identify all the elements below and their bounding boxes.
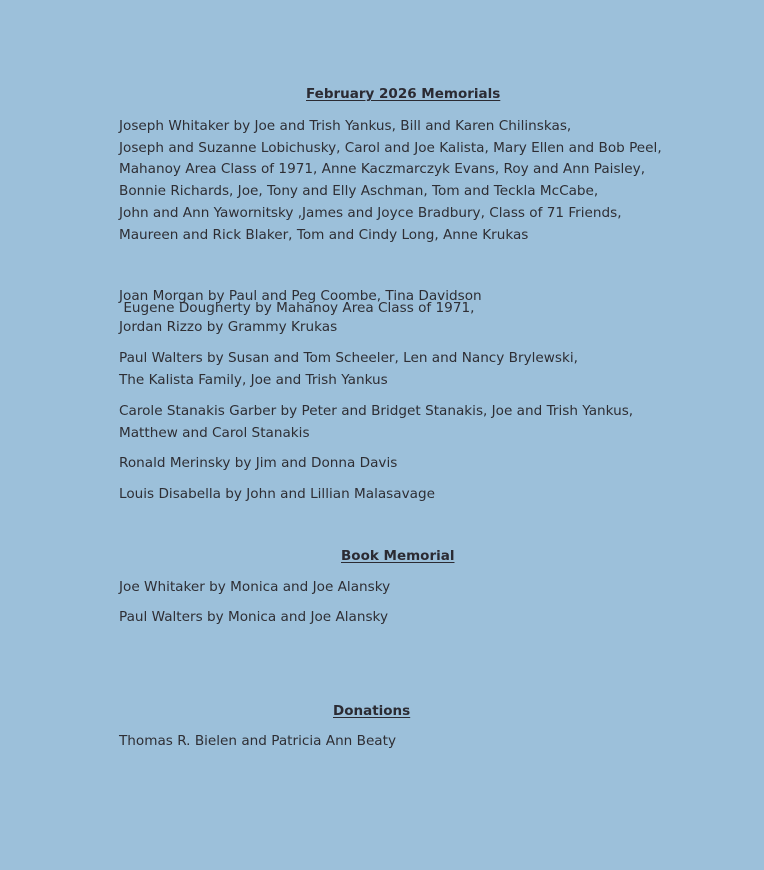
memorial-entry-whitaker <box>119 116 662 246</box>
february-memorials-heading: February 2026 Memorials <box>306 86 501 102</box>
memorial-entry-disabella <box>119 484 435 506</box>
entry-line: Matthew and Carol Stanakis <box>119 424 310 441</box>
memorial-entry-rizzo <box>119 317 337 339</box>
entry-line: Joe Whitaker by Monica and Joe Alansky <box>119 579 391 595</box>
memorial-entry-merinsky <box>119 453 397 475</box>
book-memorial-entry-whitaker <box>119 577 390 599</box>
memorial-entry-garber <box>119 401 633 444</box>
memorial-entry-morgan <box>119 286 482 308</box>
entry-line: Paul Walters by Monica and Joe Alansky <box>119 609 388 625</box>
entry-line: Paul Walters by Susan and Tom Scheeler, Len and Nancy Brylewski, <box>119 350 578 366</box>
entry-line: John and Ann Yawornitsky ,James and Joyce Bradbury, Class of 71 Friends, <box>119 204 622 221</box>
entry-line: Thomas R. Bielen and Patricia Ann Beaty <box>119 733 397 749</box>
entry-line: Carole Stanakis Garber by Peter and Bridget Stanakis, Joe and Trish Yankus, <box>119 403 634 419</box>
donations-heading: Donations <box>333 703 411 719</box>
donation-entry <box>119 731 396 753</box>
entry-line: Louis Disabella by John and Lillian Malasavage <box>119 486 435 502</box>
memorial-entry-walters <box>119 348 578 391</box>
entry-line: Maureen and Rick Blaker, Tom and Cindy Long, Anne Krukas <box>119 226 529 243</box>
entry-line: Eugene Dougherty by Mahanoy Area Class of 1971, <box>119 300 475 317</box>
entry-line: Joseph Whitaker by Joe and Trish Yankus, Bill and Karen Chilinskas, <box>119 118 572 134</box>
entry-line: Joseph and Suzanne Lobichusky, Carol and Joe Kalista, Mary Ellen and Bob Peel, <box>119 139 662 156</box>
entry-line: Jordan Rizzo by Grammy Krukas <box>119 319 338 335</box>
entry-line: The Kalista Family, Joe and Trish Yankus <box>119 371 388 388</box>
entry-line: Mahanoy Area Class of 1971, Anne Kaczmarczyk Evans, Roy and Ann Paisley, <box>119 161 646 178</box>
entry-line: Bonnie Richards, Joe, Tony and Elly Aschman, Tom and Teckla McCabe, <box>119 183 599 200</box>
entry-line: Joan Morgan by Paul and Peg Coombe, Tina Davidson <box>119 288 482 304</box>
entry-line: Ronald Merinsky by Jim and Donna Davis <box>119 455 398 471</box>
book-memorial-heading: Book Memorial <box>341 548 455 564</box>
book-memorial-entry-walters <box>119 607 388 629</box>
